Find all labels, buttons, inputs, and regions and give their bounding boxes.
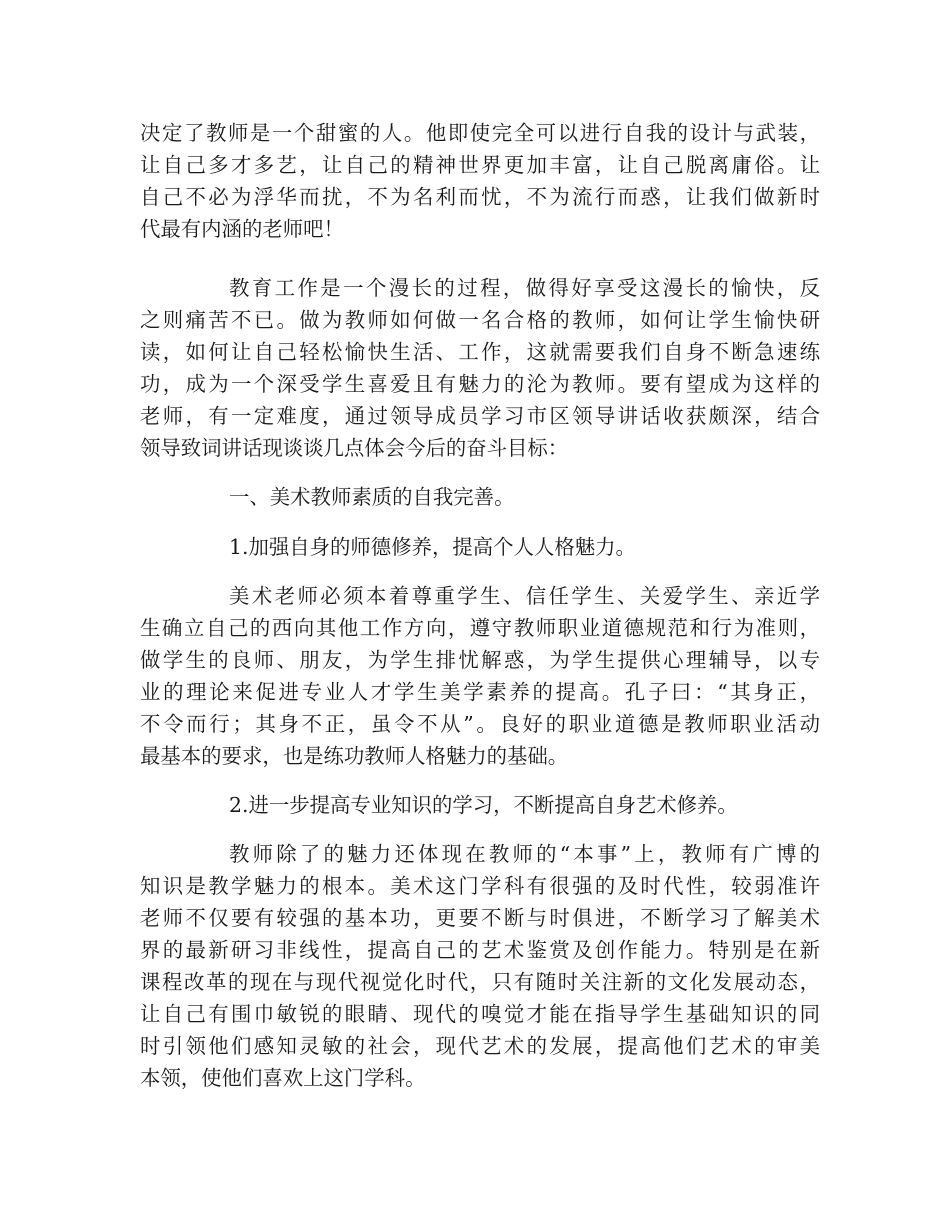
text-line: 之则痛苦不已。做为教师如何做一名合格的教师，如何让学生愉快研 [140, 308, 820, 332]
text-line: 本领，使他们喜欢上这门学科。 [140, 1066, 426, 1090]
text-line: 决定了教师是一个甜蜜的人。他即使完全可以进行自我的设计与武装， [140, 121, 820, 145]
text-line: 1.加强自身的师德修养，提高个人人格魅力。 [229, 535, 636, 559]
text-line: 让自己有围巾敏锐的眼睛、现代的嗅觉才能在指导学生基础知识的同 [140, 1002, 820, 1026]
text-line: 功，成为一个深受学生喜爱且有魅力的沦为教师。要有望成为这样的 [140, 372, 820, 396]
text-line: 最基本的要求，也是练功教师人格魅力的基础。 [140, 744, 569, 768]
text-line: 2.进一步提高专业知识的学习，不断提高自身艺术修养。 [229, 793, 738, 817]
text-line: 生确立自己的西向其他工作方向，遵守教师职业道德规范和行为准则， [140, 616, 820, 640]
text-line: 读，如何让自己轻松愉快生活、工作，这就需要我们自身不断急速练 [140, 340, 820, 364]
text-line: 业的理论来促进专业人才学生美学素养的提高。孔子曰：“其身正， [140, 680, 820, 704]
text-line: 领导致词讲话现谈谈几点体会今后的奋斗目标： [140, 436, 569, 460]
text-line: 知识是教学魅力的根本。美术这门学科有很强的及时代性，较弱准许 [140, 874, 820, 898]
text-line: 让自己多才多艺，让自己的精神世界更加丰富，让自己脱离庸俗。让 [140, 153, 820, 177]
text-line: 教育工作是一个漫长的过程，做得好享受这漫长的愉快，反 [229, 276, 820, 300]
text-line: 做学生的良师、朋友，为学生排忧解惑，为学生提供心理辅导，以专 [140, 648, 820, 672]
text-line: 界的最新研习非线性，提高自己的艺术鉴赏及创作能力。特别是在新 [140, 938, 820, 962]
text-line: 一、美术教师素质的自我完善。 [229, 485, 515, 509]
text-line: 代最有内涵的老师吧！ [140, 217, 344, 241]
text-line: 时引领他们感知灵敏的社会，现代艺术的发展，提高他们艺术的审美 [140, 1034, 820, 1058]
text-line: 不令而行；其身不正，虽令不从”。良好的职业道德是教师职业活动 [140, 712, 820, 736]
text-line: 课程改革的现在与现代视觉化时代，只有随时关注新的文化发展动态， [140, 970, 820, 994]
text-line: 老师不仅要有较强的基本功，更要不断与时俱进，不断学习了解美术 [140, 906, 820, 930]
text-line: 老师，有一定难度，通过领导成员学习市区领导讲话收获颇深，结合 [140, 404, 820, 428]
text-line: 美术老师必须本着尊重学生、信任学生、关爱学生、亲近学 [229, 584, 820, 608]
text-line: 自己不必为浮华而扰，不为名利而忧，不为流行而惑，让我们做新时 [140, 185, 820, 209]
text-line: 教师除了的魅力还体现在教师的“本事”上，教师有广博的 [229, 842, 820, 866]
